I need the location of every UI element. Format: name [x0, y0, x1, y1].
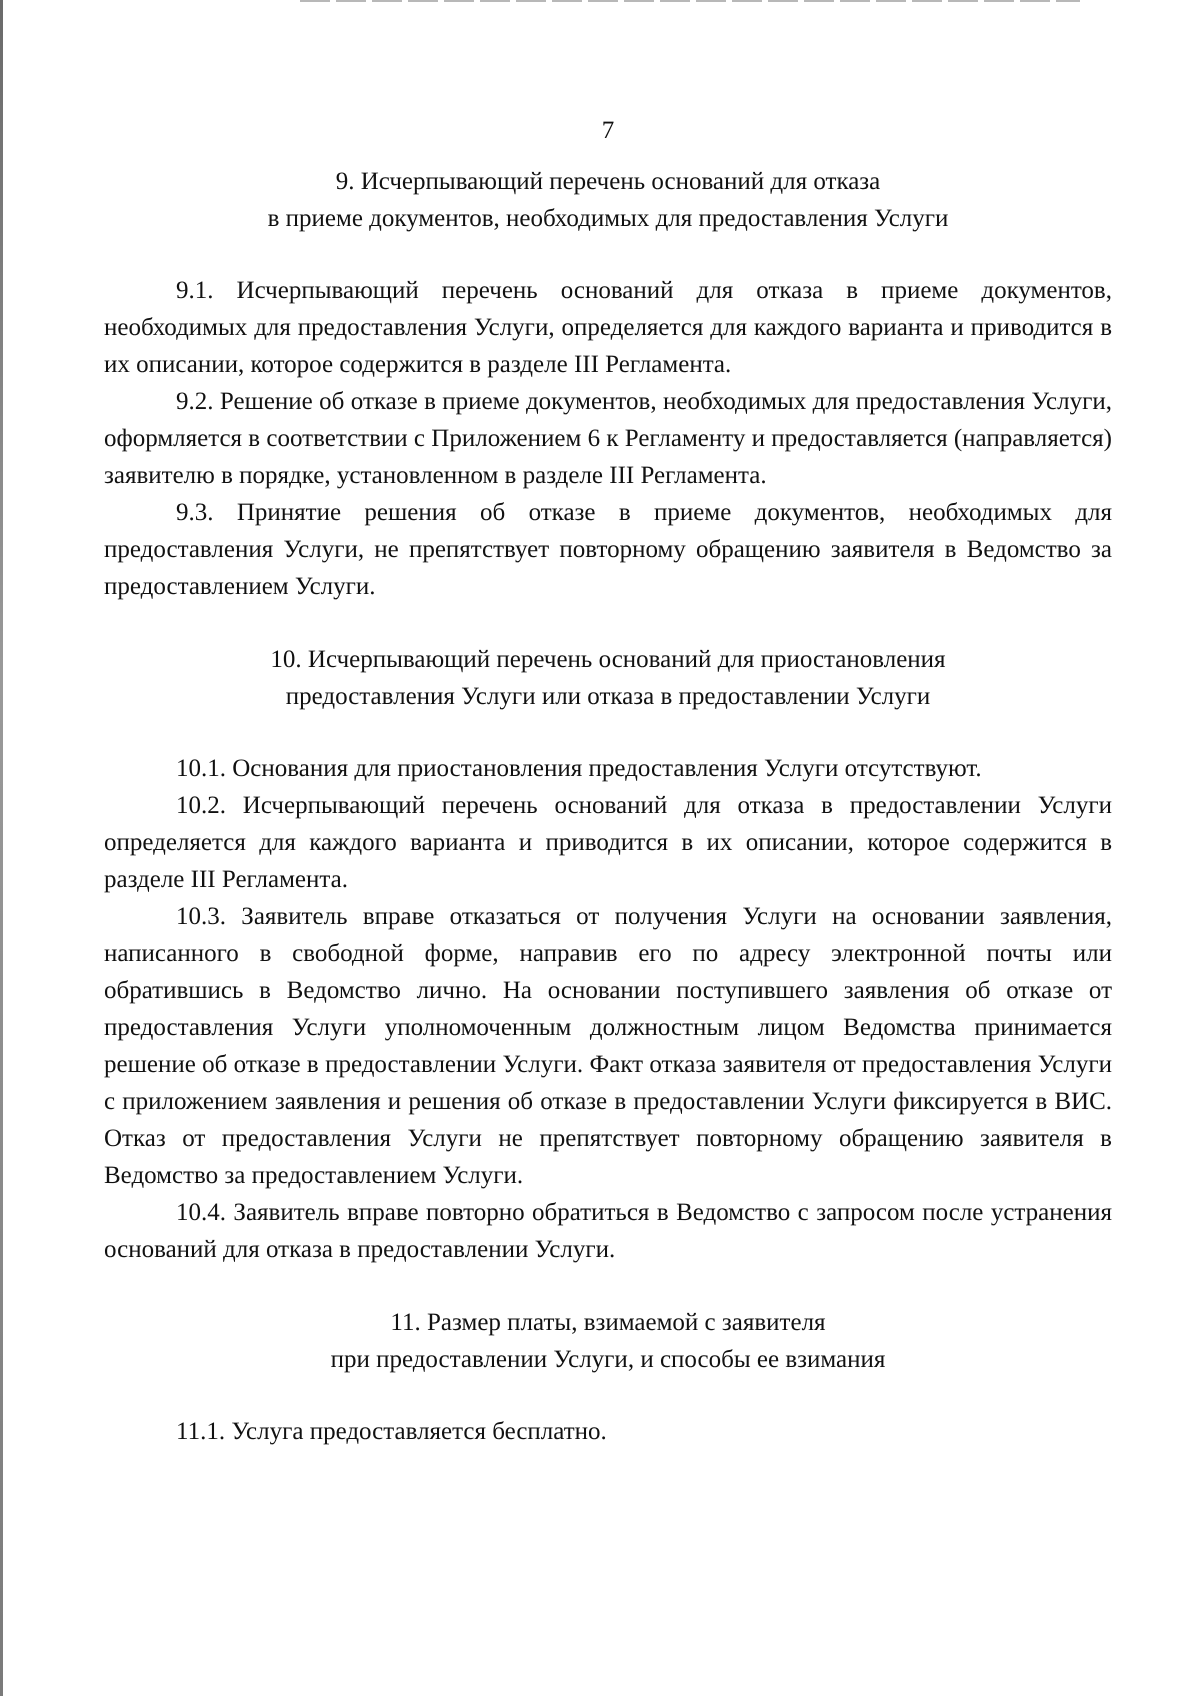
page-number: 7: [601, 117, 615, 144]
paragraph-9-2: 9.2. Решение об отказе в приеме документов, необходимых для предоставления Услуги, оформляется в соответствии с Приложением 6 к Регламенту и предоставляется (направляется) заявителю в порядке, установленном в разделе III Регламента.: [104, 388, 1112, 489]
heading-line: 9. Исчерпывающий перечень оснований для отказа: [335, 168, 881, 195]
heading-line: 11. Размер платы, взимаемой с заявителя: [390, 1309, 826, 1336]
paragraph-10-1: 10.1. Основания для приостановления предоставления Услуги отсутствуют.: [176, 755, 982, 782]
heading-line: предоставления Услуги или отказа в предоставлении Услуги: [285, 683, 931, 710]
heading-line: в приеме документов, необходимых для предоставления Услуги: [267, 205, 949, 232]
section-gap: [104, 1268, 1112, 1304]
section-gap: [104, 605, 1112, 641]
paragraph-10-2: 10.2. Исчерпывающий перечень оснований для отказа в предоставлении Услуги определяется для каждого варианта и приводится в их описании, которое содержится в разделе III Регламента.: [104, 792, 1112, 893]
heading-line: 10. Исчерпывающий перечень оснований для приостановления: [270, 646, 946, 673]
scan-edge-top: [300, 0, 1080, 2]
section-10-heading: [104, 641, 1112, 715]
paragraph-10-3: 10.3. Заявитель вправе отказаться от получения Услуги на основании заявления, написанного в свободной форме, направив его по адресу электронной почты или обратившись в Ведомство лично. На основании поступившего заявления об отказе от предоставления Услуги уполномоченным должностным лицом Ведомства принимается решение об отказе в предоставлении Услуги. Факт отказа заявителя от предоставления Услуги с приложением заявления и решения об отказе в предоставлении Услуги фиксируется в ВИС. Отказ от предоставления Услуги не препятствует повторному обращению заявителя в Ведомство за предоставлением Услуги.: [104, 903, 1112, 1189]
paragraph-11-1: 11.1. Услуга предоставляется бесплатно.: [176, 1418, 607, 1445]
section-9-heading: [104, 163, 1112, 237]
scan-edge-left: [0, 0, 3, 1696]
heading-line: при предоставлении Услуги, и способы ее взимания: [330, 1346, 886, 1373]
paragraph-9-1: 9.1. Исчерпывающий перечень оснований для отказа в приеме документов, необходимых для предоставления Услуги, определяется для каждого варианта и приводится в их описании, которое содержится в разделе III Регламента.: [104, 277, 1112, 378]
section-11-heading: [104, 1304, 1112, 1378]
paragraph-9-3: 9.3. Принятие решения об отказе в приеме документов, необходимых для предоставления Услуги, не препятствует повторному обращению заявителя в Ведомство за предоставлением Услуги.: [104, 499, 1112, 600]
paragraph-10-4: 10.4. Заявитель вправе повторно обратиться в Ведомство с запросом после устранения оснований для отказа в предоставлении Услуги.: [104, 1199, 1112, 1263]
document-page: [104, 112, 1112, 1450]
